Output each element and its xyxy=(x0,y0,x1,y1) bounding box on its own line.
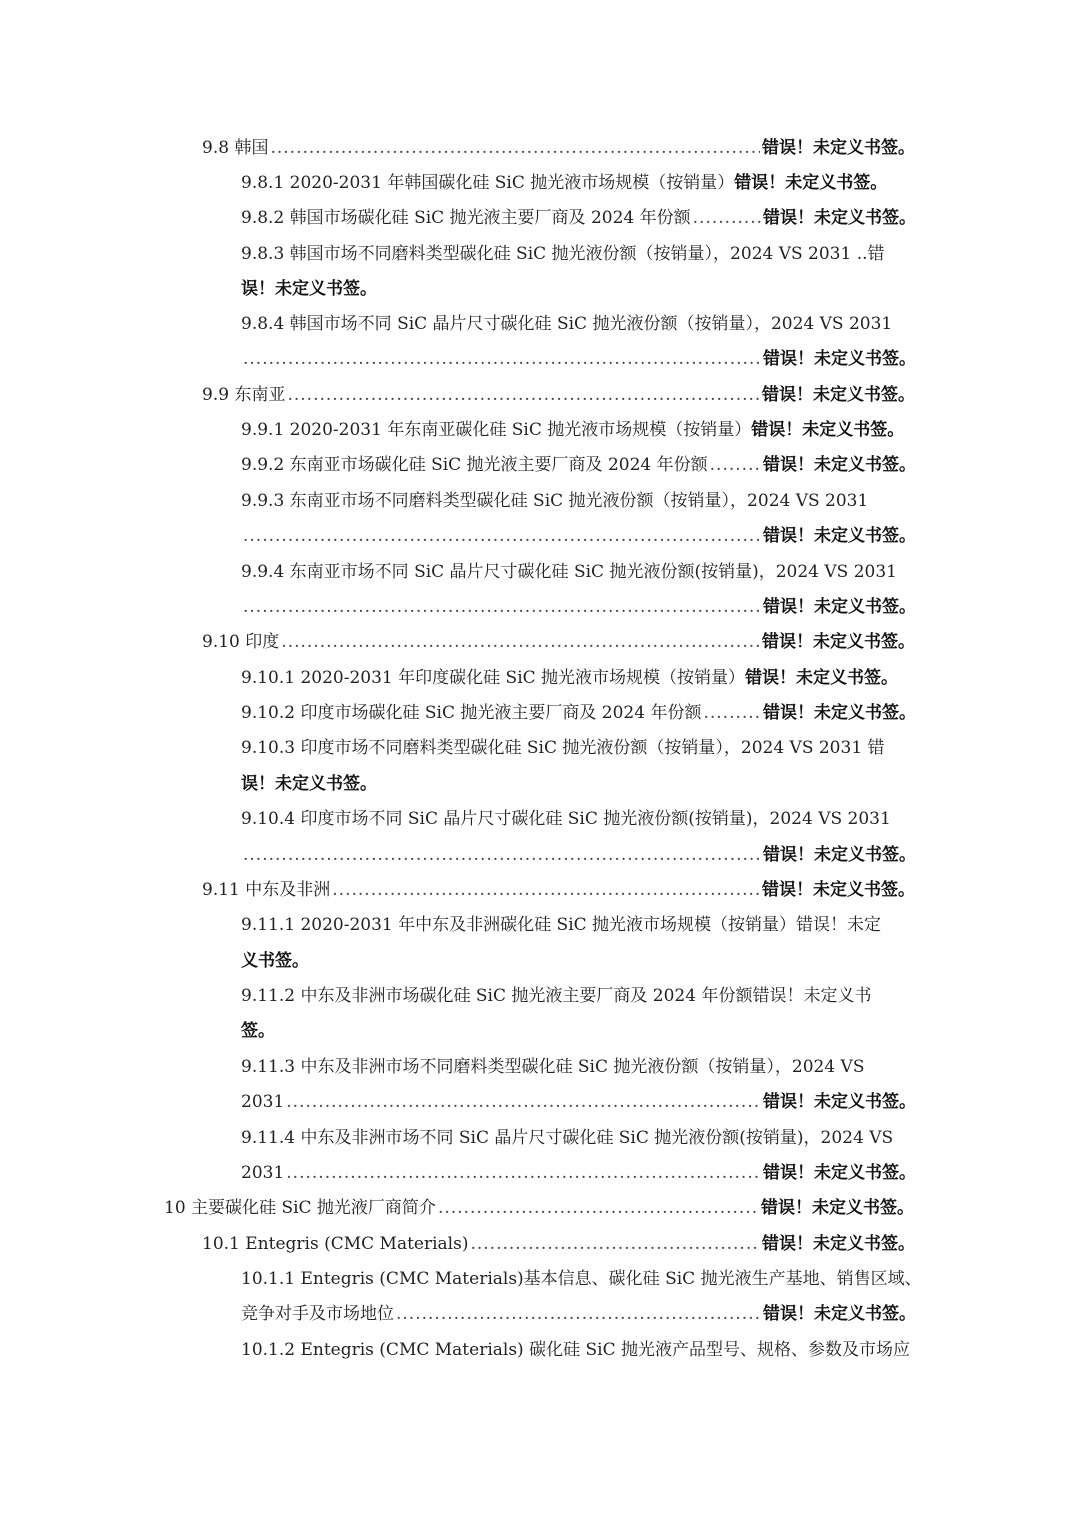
toc-error-ref: 误！未定义书签。 xyxy=(241,774,377,794)
toc-entry-title-cont: 竞争对手及市场地位 xyxy=(241,1304,394,1324)
toc-entry-title: 10.1.1 Entegris (CMC Materials)基本信息、碳化硅 SiC 抛光液生产基地、销售区域、 xyxy=(241,1269,922,1289)
toc-entry-9-9-3[interactable] xyxy=(241,484,868,519)
toc-entry-9-11-4-cont[interactable] xyxy=(241,1156,916,1191)
toc-entry-title: 9.8 韩国 xyxy=(202,138,269,158)
toc-entry-title: 10.1 Entegris (CMC Materials) xyxy=(202,1234,469,1254)
toc-entry-10-1-1[interactable] xyxy=(241,1262,922,1297)
toc-error-ref: 错误！未定义书签。 xyxy=(763,1092,916,1112)
toc-entry-title: 9.11.1 2020-2031 年中东及非洲碳化硅 SiC 抛光液市场规模（按销量）错误！未定 xyxy=(241,915,882,935)
toc-error-ref: 错误！未定义书签。 xyxy=(751,420,905,440)
toc-entry-title: 9.10.1 2020-2031 年印度碳化硅 SiC 抛光液市场规模（按销量） xyxy=(241,668,746,688)
leader-dots xyxy=(438,1191,759,1226)
toc-error-ref: 错误！未定义书签。 xyxy=(763,597,916,617)
toc-error-ref: 错误！未定义书签。 xyxy=(734,173,888,193)
toc-entry-title: 9.11 中东及非洲 xyxy=(202,880,331,900)
toc-error-ref: 误！未定义书签。 xyxy=(241,279,377,299)
toc-error-ref: 错误！未定义书签。 xyxy=(762,1234,915,1254)
toc-error-ref: 错误！未定义书签。 xyxy=(762,880,915,900)
toc-entry-9-11-3[interactable] xyxy=(241,1050,864,1085)
toc-error-ref: 错误！未定义书签。 xyxy=(762,138,915,158)
toc-entry-9-11-3-cont[interactable] xyxy=(241,1085,916,1120)
toc-entry-title: 9.11.4 中东及非洲市场不同 SiC 晶片尺寸碳化硅 SiC 抛光液份额(按销量)，2024 VS xyxy=(241,1128,894,1148)
leader-dots xyxy=(281,625,760,660)
toc-entry-9-10-3-cont[interactable] xyxy=(241,767,377,802)
toc-error-ref: 错误！未定义书签。 xyxy=(763,845,916,865)
leader-dots xyxy=(332,873,760,908)
toc-entry-title: 10.1.2 Entegris (CMC Materials) 碳化硅 SiC 抛光液产品型号、规格、参数及市场应 xyxy=(241,1340,910,1360)
toc-error-ref: 签。 xyxy=(241,1021,275,1041)
toc-entry-title-cont: 2031 xyxy=(241,1163,285,1183)
toc-entry-title: 9.11.2 中东及非洲市场碳化硅 SiC 抛光液主要厂商及 2024 年份额错误！未定义书 xyxy=(241,986,872,1006)
toc-entry-9-9[interactable] xyxy=(202,378,915,413)
toc-entry-9-9-1[interactable] xyxy=(241,413,904,448)
toc-entry-title: 9.10.2 印度市场碳化硅 SiC 抛光液主要厂商及 2024 年份额 xyxy=(241,703,702,723)
toc-entry-9-11[interactable] xyxy=(202,873,915,908)
toc-entry-9-9-4[interactable] xyxy=(241,555,897,590)
toc-error-ref: 错误！未定义书签。 xyxy=(763,703,916,723)
leader-dots xyxy=(287,378,760,413)
toc-error-ref: 错误！未定义书签。 xyxy=(763,1163,916,1183)
leader-dots xyxy=(243,590,761,625)
toc-entry-9-8-3-cont[interactable] xyxy=(241,272,377,307)
leader-dots xyxy=(710,448,761,483)
toc-error-ref: 错误！未定义书签。 xyxy=(763,349,916,369)
toc-entry-9-11-2-cont[interactable] xyxy=(241,1014,275,1049)
toc-entry-title: 9.10.3 印度市场不同磨料类型碳化硅 SiC 抛光液份额（按销量），2024 VS 2031 错 xyxy=(241,738,885,758)
toc-entry-9-8-3[interactable] xyxy=(241,237,885,272)
toc-entry-9-9-4-cont[interactable] xyxy=(241,590,916,625)
toc-entry-10-1[interactable] xyxy=(202,1227,915,1262)
leader-dots xyxy=(243,838,761,873)
toc-error-ref: 错误！未定义书签。 xyxy=(763,526,916,546)
toc-entry-title: 9.9.1 2020-2031 年东南亚碳化硅 SiC 抛光液市场规模（按销量） xyxy=(241,420,752,440)
leader-dots xyxy=(286,1085,761,1120)
toc-entry-9-10-4-cont[interactable] xyxy=(241,838,916,873)
leader-dots xyxy=(396,1297,761,1332)
toc-error-ref: 错误！未定义书签。 xyxy=(745,668,899,688)
toc-error-ref: 错误！未定义书签。 xyxy=(762,385,915,405)
toc-entry-title: 9.9 东南亚 xyxy=(202,385,286,405)
toc-entry-9-8-4[interactable] xyxy=(241,307,892,342)
leader-dots xyxy=(693,201,761,236)
toc-entry-9-8[interactable] xyxy=(202,131,915,166)
toc-entry-9-9-3-cont[interactable] xyxy=(241,519,916,554)
toc-entry-9-10-4[interactable] xyxy=(241,802,891,837)
toc-error-ref: 错误！未定义书签。 xyxy=(762,632,915,652)
toc-entry-title: 9.10 印度 xyxy=(202,632,280,652)
leader-dots xyxy=(243,519,761,554)
toc-entry-title-cont: 2031 xyxy=(241,1092,285,1112)
toc-entry-9-8-2[interactable] xyxy=(241,201,916,236)
toc-error-ref: 错误！未定义书签。 xyxy=(763,1304,916,1324)
toc-entry-title: 9.11.3 中东及非洲市场不同磨料类型碳化硅 SiC 抛光液份额（按销量），2024 VS xyxy=(241,1057,865,1077)
toc-entry-10[interactable] xyxy=(164,1191,914,1226)
leader-dots xyxy=(270,131,760,166)
toc-entry-title: 9.8.4 韩国市场不同 SiC 晶片尺寸碳化硅 SiC 抛光液份额（按销量），2024 VS 2031 xyxy=(241,314,893,334)
toc-entry-9-9-2[interactable] xyxy=(241,448,916,483)
toc-entry-title: 9.8.3 韩国市场不同磨料类型碳化硅 SiC 抛光液份额（按销量），2024 VS 2031 ..错 xyxy=(241,244,885,264)
toc-entry-title: 9.8.1 2020-2031 年韩国碳化硅 SiC 抛光液市场规模（按销量） xyxy=(241,173,735,193)
toc-entry-9-11-1[interactable] xyxy=(241,908,881,943)
toc-entry-9-10-2[interactable] xyxy=(241,696,916,731)
toc-entry-9-10[interactable] xyxy=(202,625,915,660)
leader-dots xyxy=(243,342,761,377)
toc-entry-9-10-3[interactable] xyxy=(241,731,885,766)
toc-error-ref: 错误！未定义书签。 xyxy=(761,1198,914,1218)
toc-entry-title: 9.9.4 东南亚市场不同 SiC 晶片尺寸碳化硅 SiC 抛光液份额(按销量)，2024 VS 2031 xyxy=(241,562,897,582)
toc-entry-9-11-1-cont[interactable] xyxy=(241,944,309,979)
toc-entry-title: 9.10.4 印度市场不同 SiC 晶片尺寸碳化硅 SiC 抛光液份额(按销量)，2024 VS 2031 xyxy=(241,809,891,829)
toc-entry-title: 9.9.3 东南亚市场不同磨料类型碳化硅 SiC 抛光液份额（按销量），2024 VS 2031 xyxy=(241,491,869,511)
toc-error-ref: 义书签。 xyxy=(241,951,309,971)
toc-entry-9-11-2[interactable] xyxy=(241,979,871,1014)
toc-error-ref: 错误！未定义书签。 xyxy=(763,208,916,228)
toc-entry-title: 10 主要碳化硅 SiC 抛光液厂商简介 xyxy=(164,1198,436,1218)
toc-entry-10-1-2[interactable] xyxy=(241,1333,910,1368)
toc-entry-10-1-1-cont[interactable] xyxy=(241,1297,916,1332)
leader-dots xyxy=(470,1227,760,1262)
toc-entry-9-8-1[interactable] xyxy=(241,166,887,201)
toc-error-ref: 错误！未定义书签。 xyxy=(763,455,916,475)
toc-entry-9-11-4[interactable] xyxy=(241,1121,893,1156)
leader-dots xyxy=(286,1156,761,1191)
toc-entry-title: 9.8.2 韩国市场碳化硅 SiC 抛光液主要厂商及 2024 年份额 xyxy=(241,208,691,228)
toc-entry-title: 9.9.2 东南亚市场碳化硅 SiC 抛光液主要厂商及 2024 年份额 xyxy=(241,455,708,475)
leader-dots xyxy=(703,696,761,731)
toc-entry-9-8-4-cont[interactable] xyxy=(241,342,916,377)
toc-entry-9-10-1[interactable] xyxy=(241,661,898,696)
